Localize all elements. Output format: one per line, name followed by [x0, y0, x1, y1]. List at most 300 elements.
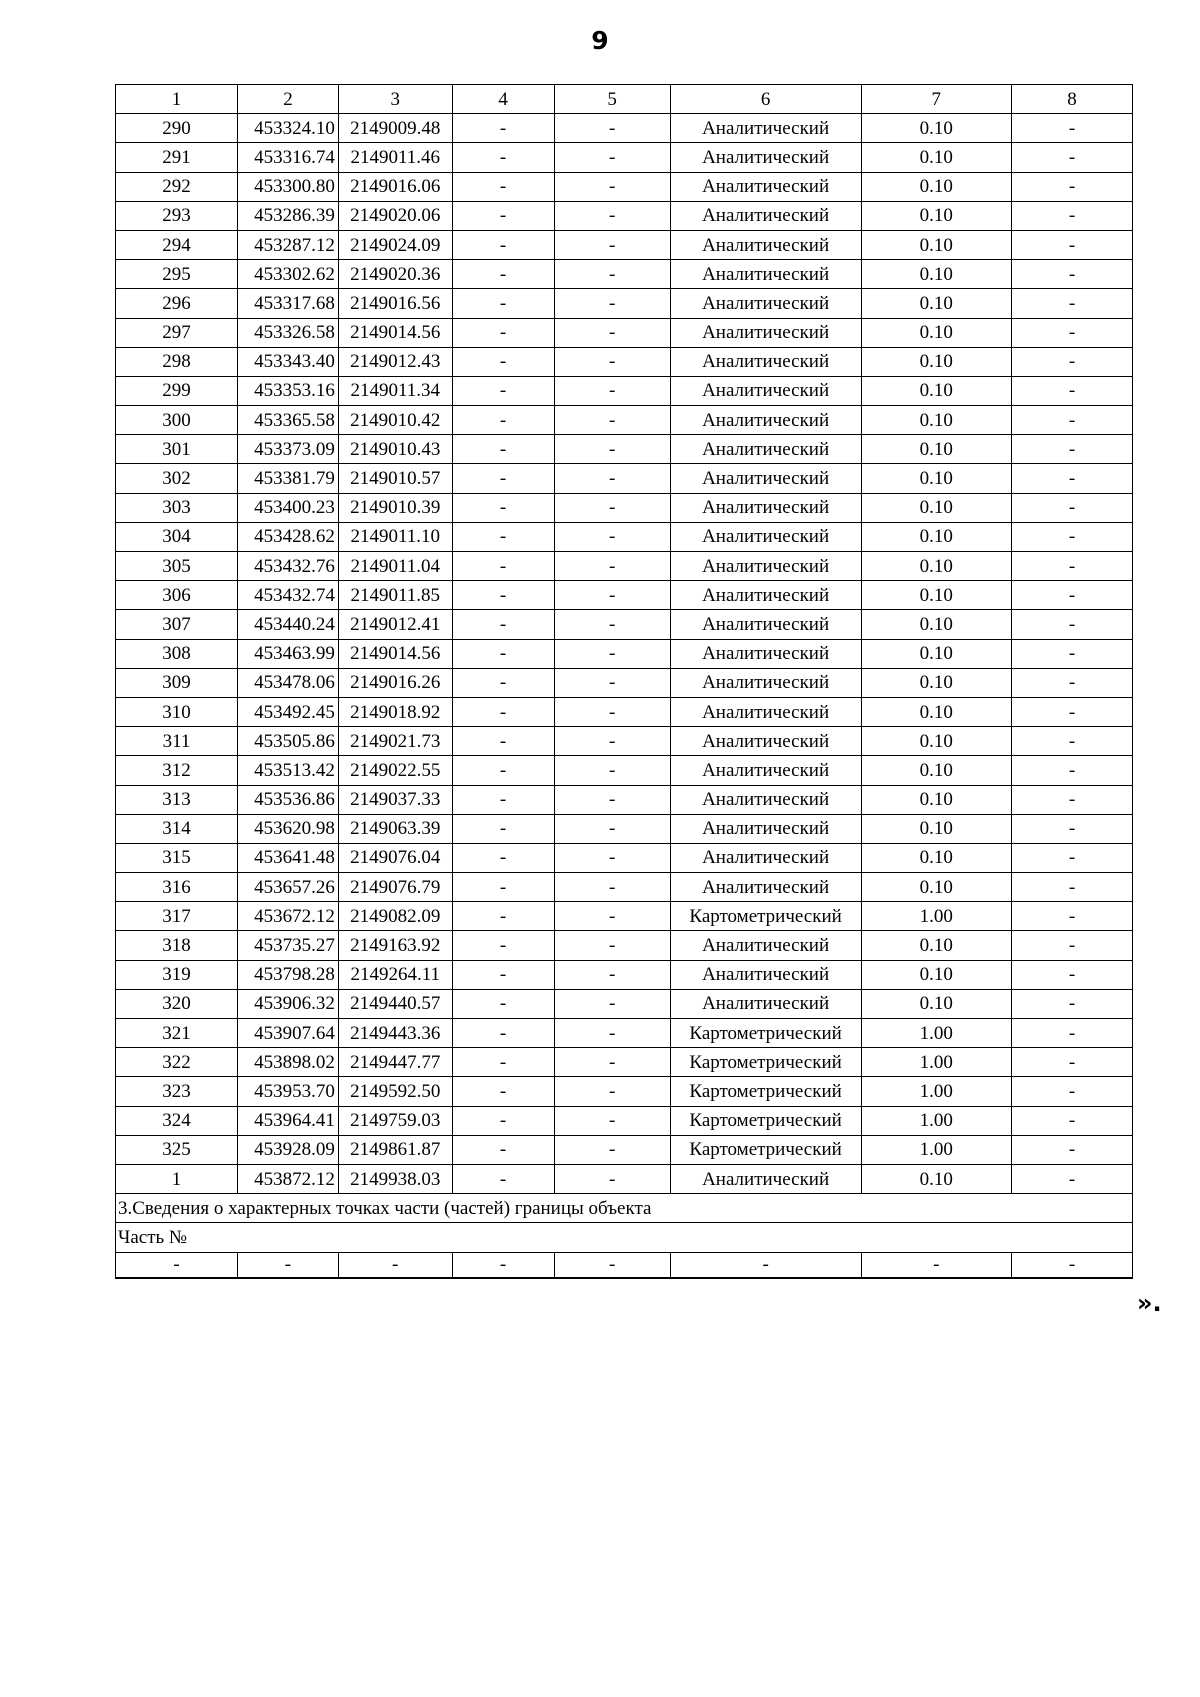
table-cell-col-4: -: [452, 493, 554, 522]
table-cell-col-6: Аналитический: [670, 873, 861, 902]
table-cell-col-8: -: [1012, 581, 1133, 610]
table-cell-col-3: 2149016.56: [338, 289, 452, 318]
table-cell-col-2: 453505.86: [238, 727, 339, 756]
table-row: [116, 230, 1133, 259]
table-cell-col-8: -: [1012, 143, 1133, 172]
table-cell-col-4: -: [452, 668, 554, 697]
table-cell-col-5: -: [554, 172, 670, 201]
table-row: [116, 493, 1133, 522]
table-cell-col-5: -: [554, 552, 670, 581]
table-cell-col-3: 2149010.57: [338, 464, 452, 493]
table-row: [116, 376, 1133, 405]
table-cell-col-5: -: [554, 143, 670, 172]
table-header-row: [116, 85, 1133, 114]
table-cell-col-5: -: [554, 435, 670, 464]
table-cell-col-4: -: [452, 260, 554, 289]
table-row: [116, 406, 1133, 435]
table-cell-col-8: -: [1012, 785, 1133, 814]
table-cell-col-2: 453735.27: [238, 931, 339, 960]
section-title-row-text: 3.Сведения о характерных точках части (частей) границы объекта: [116, 1194, 1133, 1223]
table-cell-col-4: -: [452, 464, 554, 493]
table-cell-col-3: 2149009.48: [338, 114, 452, 143]
table-cell-col-6: Аналитический: [670, 639, 861, 668]
table-cell-col-3: 2149011.10: [338, 522, 452, 551]
table-cell-col-4: -: [452, 376, 554, 405]
table-cell-col-5: -: [554, 989, 670, 1018]
table-cell-col-1: 301: [116, 435, 238, 464]
table-cell-col-6: Аналитический: [670, 697, 861, 726]
table-cell-col-5: -: [554, 610, 670, 639]
table-cell-col-8: -: [1012, 172, 1133, 201]
table-cell-col-7: 1.00: [861, 1077, 1012, 1106]
table-cell-col-8: -: [1012, 114, 1133, 143]
table-cell-col-4: -: [452, 1048, 554, 1077]
table-cell-col-3: 2149021.73: [338, 727, 452, 756]
table-cell-col-4: -: [452, 552, 554, 581]
table-cell-col-1: 325: [116, 1135, 238, 1164]
table-row: [116, 1106, 1133, 1135]
table-cell-col-4: -: [452, 1019, 554, 1048]
table-cell-col-6: Картометрический: [670, 1077, 861, 1106]
table-cell-col-5: -: [554, 814, 670, 843]
table-cell-col-2: 453432.74: [238, 581, 339, 610]
table-cell-col-2: 453641.48: [238, 843, 339, 872]
table-cell-col-4: -: [452, 873, 554, 902]
boundary-points-table: [115, 84, 1133, 1279]
table-cell-col-3: 2149011.85: [338, 581, 452, 610]
table-cell-col-4: -: [452, 843, 554, 872]
table-cell-col-5: -: [554, 843, 670, 872]
table-cell-col-1: 324: [116, 1106, 238, 1135]
table-row: [116, 756, 1133, 785]
table-cell-col-2: 2: [238, 85, 339, 114]
table-cell-col-6: Аналитический: [670, 522, 861, 551]
table-row: [116, 581, 1133, 610]
table-row: [116, 260, 1133, 289]
table-cell-col-5: -: [554, 260, 670, 289]
table-cell-col-1: 294: [116, 230, 238, 259]
table-cell-col-3: 2149592.50: [338, 1077, 452, 1106]
table-cell-col-1: 316: [116, 873, 238, 902]
table-cell-col-2: 453513.42: [238, 756, 339, 785]
table-cell-col-7: 1.00: [861, 1106, 1012, 1135]
table-cell-col-4: -: [452, 318, 554, 347]
table-cell-col-3: 2149014.56: [338, 318, 452, 347]
table-cell-col-7: 0.10: [861, 143, 1012, 172]
table-row: [116, 143, 1133, 172]
table-cell-col-7: 0.10: [861, 960, 1012, 989]
table-cell-col-2: 453907.64: [238, 1019, 339, 1048]
table-cell-col-3: 2149011.34: [338, 376, 452, 405]
table-cell-col-6: Аналитический: [670, 843, 861, 872]
table-row: [116, 1019, 1133, 1048]
table-cell-col-7: 0.10: [861, 230, 1012, 259]
table-cell-col-1: 322: [116, 1048, 238, 1077]
table-cell-col-7: 0.10: [861, 756, 1012, 785]
table-cell-col-1: 293: [116, 201, 238, 230]
table-cell-col-4: -: [452, 697, 554, 726]
table-cell-col-8: 8: [1012, 85, 1133, 114]
table-cell-col-2: 453300.80: [238, 172, 339, 201]
table-cell-col-2: 453964.41: [238, 1106, 339, 1135]
table-cell-col-3: 2149014.56: [338, 639, 452, 668]
table-cell-col-7: 1.00: [861, 1048, 1012, 1077]
table-cell-col-8: -: [1012, 843, 1133, 872]
table-cell-col-8: -: [1012, 989, 1133, 1018]
table-cell-col-5: 5: [554, 85, 670, 114]
table-cell-col-1: 320: [116, 989, 238, 1018]
table-cell-col-8: -: [1012, 814, 1133, 843]
table-row: [116, 172, 1133, 201]
table-cell-col-8: -: [1012, 230, 1133, 259]
table-cell-col-2: 453928.09: [238, 1135, 339, 1164]
table-row: [116, 727, 1133, 756]
table-cell-col-7: -: [861, 1252, 1012, 1278]
table-row: [116, 1164, 1133, 1193]
table-cell-col-6: Аналитический: [670, 1164, 861, 1193]
table-cell-col-6: Аналитический: [670, 960, 861, 989]
table-cell-col-6: Аналитический: [670, 610, 861, 639]
table-cell-col-1: 302: [116, 464, 238, 493]
table-cell-col-3: 2149163.92: [338, 931, 452, 960]
table-row: [116, 610, 1133, 639]
section-title-row: [116, 1194, 1133, 1223]
table-cell-col-6: Аналитический: [670, 143, 861, 172]
table-cell-col-6: Аналитический: [670, 318, 861, 347]
table-cell-col-5: -: [554, 1077, 670, 1106]
table-cell-col-8: -: [1012, 522, 1133, 551]
table-cell-col-3: 2149938.03: [338, 1164, 452, 1193]
table-row: [116, 843, 1133, 872]
table-cell-col-1: 1: [116, 1164, 238, 1193]
table-cell-col-2: 453798.28: [238, 960, 339, 989]
table-cell-col-2: 453953.70: [238, 1077, 339, 1106]
table-cell-col-5: -: [554, 347, 670, 376]
table-cell-col-8: -: [1012, 464, 1133, 493]
table-cell-col-6: Аналитический: [670, 464, 861, 493]
table-cell-col-1: 313: [116, 785, 238, 814]
table-cell-col-4: -: [452, 1164, 554, 1193]
table-cell-col-7: 0.10: [861, 814, 1012, 843]
table-cell-col-4: -: [452, 522, 554, 551]
table-cell-col-2: 453373.09: [238, 435, 339, 464]
table-cell-col-2: -: [238, 1252, 339, 1278]
table-body: [116, 85, 1133, 1278]
table-row: [116, 201, 1133, 230]
table-row: [116, 347, 1133, 376]
table-cell-col-3: 2149759.03: [338, 1106, 452, 1135]
table-cell-col-6: Аналитический: [670, 347, 861, 376]
table-cell-col-8: -: [1012, 610, 1133, 639]
table-cell-col-4: -: [452, 1252, 554, 1278]
table-cell-col-3: 2149440.57: [338, 989, 452, 1018]
table-cell-col-3: 2149447.77: [338, 1048, 452, 1077]
table-cell-col-2: 453657.26: [238, 873, 339, 902]
table-cell-col-2: 453432.76: [238, 552, 339, 581]
table-cell-col-5: -: [554, 668, 670, 697]
table-cell-col-6: Аналитический: [670, 581, 861, 610]
table-cell-col-6: Картометрический: [670, 1019, 861, 1048]
table-cell-col-4: -: [452, 785, 554, 814]
table-row: [116, 1077, 1133, 1106]
table-cell-col-3: 3: [338, 85, 452, 114]
table-cell-col-1: 305: [116, 552, 238, 581]
table-cell-col-3: 2149012.43: [338, 347, 452, 376]
table-cell-col-1: -: [116, 1252, 238, 1278]
table-cell-col-5: -: [554, 960, 670, 989]
table-cell-col-6: Аналитический: [670, 230, 861, 259]
table-cell-col-7: 0.10: [861, 376, 1012, 405]
table-cell-col-4: -: [452, 143, 554, 172]
table-cell-col-7: 0.10: [861, 727, 1012, 756]
table-cell-col-2: 453672.12: [238, 902, 339, 931]
table-row: [116, 668, 1133, 697]
table-cell-col-1: 297: [116, 318, 238, 347]
table-cell-col-8: -: [1012, 639, 1133, 668]
page-number: 9: [591, 26, 609, 55]
table-cell-col-7: 0.10: [861, 493, 1012, 522]
table-cell-col-3: 2149012.41: [338, 610, 452, 639]
table-row: [116, 873, 1133, 902]
table-cell-col-8: -: [1012, 1077, 1133, 1106]
table-row: [116, 989, 1133, 1018]
table-row: [116, 552, 1133, 581]
table-cell-col-1: 315: [116, 843, 238, 872]
table-cell-col-4: -: [452, 230, 554, 259]
table-cell-col-4: -: [452, 289, 554, 318]
table-cell-col-1: 309: [116, 668, 238, 697]
table-cell-col-2: 453463.99: [238, 639, 339, 668]
table-row: [116, 114, 1133, 143]
table-cell-col-5: -: [554, 1106, 670, 1135]
table-cell-col-2: 453316.74: [238, 143, 339, 172]
table-cell-col-4: -: [452, 1135, 554, 1164]
table-cell-col-2: 453302.62: [238, 260, 339, 289]
table-cell-col-5: -: [554, 727, 670, 756]
table-row: [116, 814, 1133, 843]
table-cell-col-1: 299: [116, 376, 238, 405]
table-cell-col-1: 311: [116, 727, 238, 756]
table-row: [116, 697, 1133, 726]
table-cell-col-4: -: [452, 931, 554, 960]
table-cell-col-4: -: [452, 172, 554, 201]
table-cell-col-7: 0.10: [861, 785, 1012, 814]
table-cell-col-6: Картометрический: [670, 1106, 861, 1135]
table-cell-col-6: Аналитический: [670, 201, 861, 230]
table-cell-col-3: 2149016.06: [338, 172, 452, 201]
table-cell-col-7: 0.10: [861, 581, 1012, 610]
table-cell-col-1: 304: [116, 522, 238, 551]
table-cell-col-8: -: [1012, 697, 1133, 726]
table-cell-col-8: -: [1012, 727, 1133, 756]
table-cell-col-4: -: [452, 435, 554, 464]
table-cell-col-7: 0.10: [861, 931, 1012, 960]
table-cell-col-4: -: [452, 1106, 554, 1135]
table-cell-col-6: Аналитический: [670, 260, 861, 289]
table-cell-col-6: Аналитический: [670, 376, 861, 405]
table-cell-col-5: -: [554, 581, 670, 610]
table-row-empty: [116, 1252, 1133, 1278]
table-cell-col-1: 318: [116, 931, 238, 960]
table-cell-col-6: Аналитический: [670, 727, 861, 756]
table-cell-col-4: -: [452, 201, 554, 230]
table-cell-col-5: -: [554, 1048, 670, 1077]
table-cell-col-7: 0.10: [861, 435, 1012, 464]
table-cell-col-7: 0.10: [861, 697, 1012, 726]
table-cell-col-1: 323: [116, 1077, 238, 1106]
table-cell-col-5: -: [554, 756, 670, 785]
table-cell-col-1: 291: [116, 143, 238, 172]
table-cell-col-8: -: [1012, 1019, 1133, 1048]
table-cell-col-1: 308: [116, 639, 238, 668]
table-cell-col-6: Аналитический: [670, 989, 861, 1018]
table-cell-col-3: 2149010.42: [338, 406, 452, 435]
table-cell-col-5: -: [554, 902, 670, 931]
table-cell-col-8: -: [1012, 756, 1133, 785]
table-row: [116, 464, 1133, 493]
table-cell-col-3: 2149861.87: [338, 1135, 452, 1164]
table-row: [116, 1135, 1133, 1164]
table-cell-col-1: 314: [116, 814, 238, 843]
table-cell-col-6: Аналитический: [670, 785, 861, 814]
table-cell-col-2: 453536.86: [238, 785, 339, 814]
table-cell-col-6: Аналитический: [670, 289, 861, 318]
table-cell-col-8: -: [1012, 1106, 1133, 1135]
table-cell-col-4: 4: [452, 85, 554, 114]
table-cell-col-2: 453381.79: [238, 464, 339, 493]
table-cell-col-6: Аналитический: [670, 435, 861, 464]
table-cell-col-3: 2149076.04: [338, 843, 452, 872]
table-cell-col-4: -: [452, 727, 554, 756]
table-cell-col-4: -: [452, 1077, 554, 1106]
table-cell-col-2: 453326.58: [238, 318, 339, 347]
table-cell-col-3: -: [338, 1252, 452, 1278]
table-cell-col-8: -: [1012, 931, 1133, 960]
table-cell-col-3: 2149024.09: [338, 230, 452, 259]
table-cell-col-8: -: [1012, 960, 1133, 989]
table-cell-col-1: 310: [116, 697, 238, 726]
table-cell-col-7: 0.10: [861, 668, 1012, 697]
table-cell-col-7: 0.10: [861, 873, 1012, 902]
table-cell-col-5: -: [554, 873, 670, 902]
table-cell-col-5: -: [554, 289, 670, 318]
table-cell-col-5: -: [554, 406, 670, 435]
table-cell-col-6: Аналитический: [670, 406, 861, 435]
table-cell-col-5: -: [554, 785, 670, 814]
table-cell-col-8: -: [1012, 435, 1133, 464]
table-cell-col-1: 296: [116, 289, 238, 318]
table-cell-col-7: 0.10: [861, 639, 1012, 668]
table-cell-col-8: -: [1012, 493, 1133, 522]
table-cell-col-6: Аналитический: [670, 552, 861, 581]
table-cell-col-6: Аналитический: [670, 668, 861, 697]
table-cell-col-7: 1.00: [861, 902, 1012, 931]
table-cell-col-3: 2149037.33: [338, 785, 452, 814]
table-row: [116, 960, 1133, 989]
table-cell-col-7: 0.10: [861, 406, 1012, 435]
table-cell-col-6: Аналитический: [670, 931, 861, 960]
table-cell-col-6: Аналитический: [670, 114, 861, 143]
table-cell-col-1: 306: [116, 581, 238, 610]
table-cell-col-7: 0.10: [861, 114, 1012, 143]
table-cell-col-2: 453428.62: [238, 522, 339, 551]
table-cell-col-7: 1.00: [861, 1019, 1012, 1048]
table-cell-col-6: Аналитический: [670, 756, 861, 785]
table-cell-col-4: -: [452, 814, 554, 843]
table-cell-col-6: Картометрический: [670, 902, 861, 931]
table-cell-col-1: 319: [116, 960, 238, 989]
table-cell-col-3: 2149443.36: [338, 1019, 452, 1048]
table-cell-col-2: 453872.12: [238, 1164, 339, 1193]
table-cell-col-8: -: [1012, 376, 1133, 405]
table-cell-col-7: 0.10: [861, 260, 1012, 289]
table-cell-col-2: 453906.32: [238, 989, 339, 1018]
table-cell-col-2: 453620.98: [238, 814, 339, 843]
table-row: [116, 639, 1133, 668]
table-cell-col-7: 0.10: [861, 610, 1012, 639]
table-cell-col-7: 0.10: [861, 201, 1012, 230]
table-cell-col-3: 2149082.09: [338, 902, 452, 931]
table-cell-col-1: 300: [116, 406, 238, 435]
table-cell-col-7: 0.10: [861, 1164, 1012, 1193]
table-cell-col-1: 292: [116, 172, 238, 201]
table-cell-col-3: 2149011.04: [338, 552, 452, 581]
table-row: [116, 289, 1133, 318]
closing-quote-mark: ».: [1137, 1289, 1162, 1317]
table-cell-col-8: -: [1012, 668, 1133, 697]
table-cell-col-3: 2149010.43: [338, 435, 452, 464]
table-cell-col-8: -: [1012, 1135, 1133, 1164]
table-cell-col-7: 0.10: [861, 318, 1012, 347]
table-row: [116, 435, 1133, 464]
table-cell-col-4: -: [452, 581, 554, 610]
table-cell-col-5: -: [554, 931, 670, 960]
part-label-row-text: Часть №: [116, 1223, 1133, 1252]
table-cell-col-5: -: [554, 114, 670, 143]
table-cell-col-5: -: [554, 639, 670, 668]
table-cell-col-3: 2149063.39: [338, 814, 452, 843]
table-cell-col-4: -: [452, 902, 554, 931]
table-cell-col-2: 453353.16: [238, 376, 339, 405]
table-cell-col-2: 453287.12: [238, 230, 339, 259]
table-cell-col-6: Картометрический: [670, 1135, 861, 1164]
table-cell-col-1: 321: [116, 1019, 238, 1048]
table-cell-col-4: -: [452, 610, 554, 639]
table-cell-col-1: 303: [116, 493, 238, 522]
table-cell-col-5: -: [554, 522, 670, 551]
table-cell-col-8: -: [1012, 873, 1133, 902]
table-cell-col-8: -: [1012, 318, 1133, 347]
table-cell-col-8: -: [1012, 1252, 1133, 1278]
table-cell-col-4: -: [452, 960, 554, 989]
table-cell-col-1: 312: [116, 756, 238, 785]
table-cell-col-5: -: [554, 1164, 670, 1193]
table-cell-col-5: -: [554, 230, 670, 259]
table-cell-col-5: -: [554, 1135, 670, 1164]
table-cell-col-5: -: [554, 1019, 670, 1048]
table-cell-col-8: -: [1012, 902, 1133, 931]
table-cell-col-2: 453478.06: [238, 668, 339, 697]
table-cell-col-8: -: [1012, 1048, 1133, 1077]
table-cell-col-7: 0.10: [861, 172, 1012, 201]
table-cell-col-5: -: [554, 464, 670, 493]
table-cell-col-5: -: [554, 493, 670, 522]
table-cell-col-6: Аналитический: [670, 172, 861, 201]
table-cell-col-7: 0.10: [861, 989, 1012, 1018]
table-cell-col-1: 298: [116, 347, 238, 376]
table-cell-col-3: 2149010.39: [338, 493, 452, 522]
table-cell-col-8: -: [1012, 347, 1133, 376]
